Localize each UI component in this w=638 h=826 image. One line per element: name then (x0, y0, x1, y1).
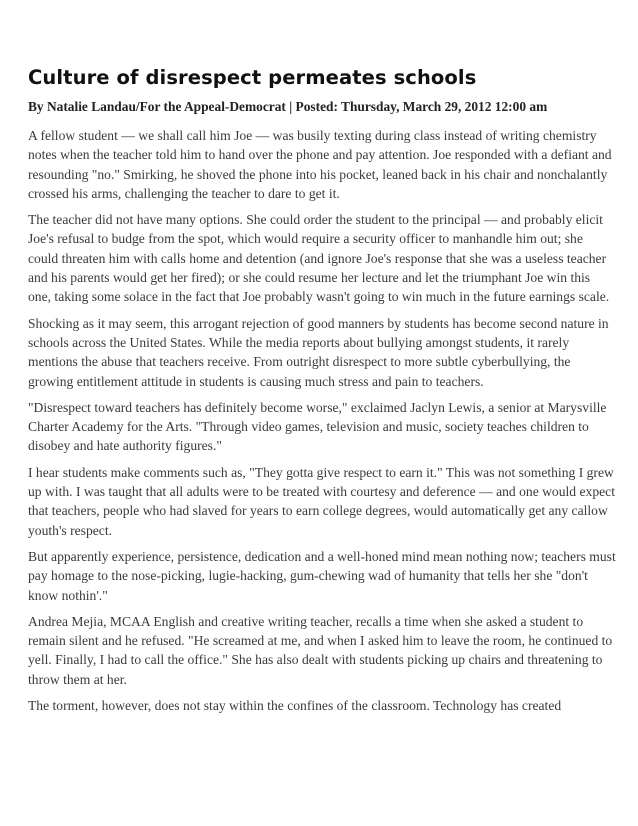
article-paragraph: A fellow student — we shall call him Joe — was busily texting during class instead of writing chemistry notes when the teacher told him to hand over the phone and pay attention. Joe responded with a defiant and resounding "no." Smirking, he shoved the phone into his pocket, leaned back in his chair and nonchalantly crossed his arms, challenging the teacher to dare to get it. (28, 128, 612, 201)
article-paragraph: The teacher did not have many options. She could order the student to the principal — and probably elicit Joe's refusal to budge from the spot, which would require a security officer to manhandle him out; she could threaten him with calls home and detention (and ignore Joe's response that she was a useless teacher and his parents would get her fired); or she could resume her lecture and let the triumphant Joe win this one, taking some solace in the fact that Joe probably wasn't going to win much in the future earnings scale. (28, 212, 610, 305)
article-body (28, 126, 616, 715)
article-paragraph: But apparently experience, persistence, dedication and a well-honed mind mean nothing now; teachers must pay homage to the nose-picking, lugie-hacking, gum-chewing wad of humanity that tells her she "don't know nothin'." (28, 548, 616, 603)
article-paragraph: I hear students make comments such as, "They gotta give respect to earn it." This was not something I grew up with. I was taught that all adults were to be treated with courtesy and deference — and one would expect that teachers, people who had slaved for years to earn college degrees, would automatically get any callow youth's respect. (28, 464, 615, 538)
article-paragraph: "Disrespect toward teachers has definitely become worse," exclaimed Jaclyn Lewis, a senior at Marysville Charter Academy for the Arts. "Through video games, television and music, society teaches children to disobey and hate authority figures." (28, 399, 607, 454)
article-headline: Culture of disrespect permeates schools (28, 66, 477, 89)
article-paragraph: Shocking as it may seem, this arrogant rejection of good manners by students has become second nature in schools across the United States. While the media reports about bullying amongst students, it rarely mentions the abuse that teachers receive. From outright disrespect to more subtle cyberbullying, the growing entitlement attitude in students is causing much stress and pain to teachers. (28, 315, 609, 389)
article-paragraph: Andrea Mejia, MCAA English and creative writing teacher, recalls a time when she asked a student to remain silent and he refused. "He screamed at me, and when I asked him to leave the room, he continued to yell. Finally, I had to call the office." She has also dealt with students picking up chairs and threatening to throw them at her. (28, 613, 613, 687)
article-byline: By Natalie Landau/For the Appeal-Democrat | Posted: Thursday, March 29, 2012 12:00 am (28, 99, 548, 114)
article-paragraph: The torment, however, does not stay within the confines of the classroom. Technology has created (28, 698, 562, 714)
article (28, 66, 616, 722)
